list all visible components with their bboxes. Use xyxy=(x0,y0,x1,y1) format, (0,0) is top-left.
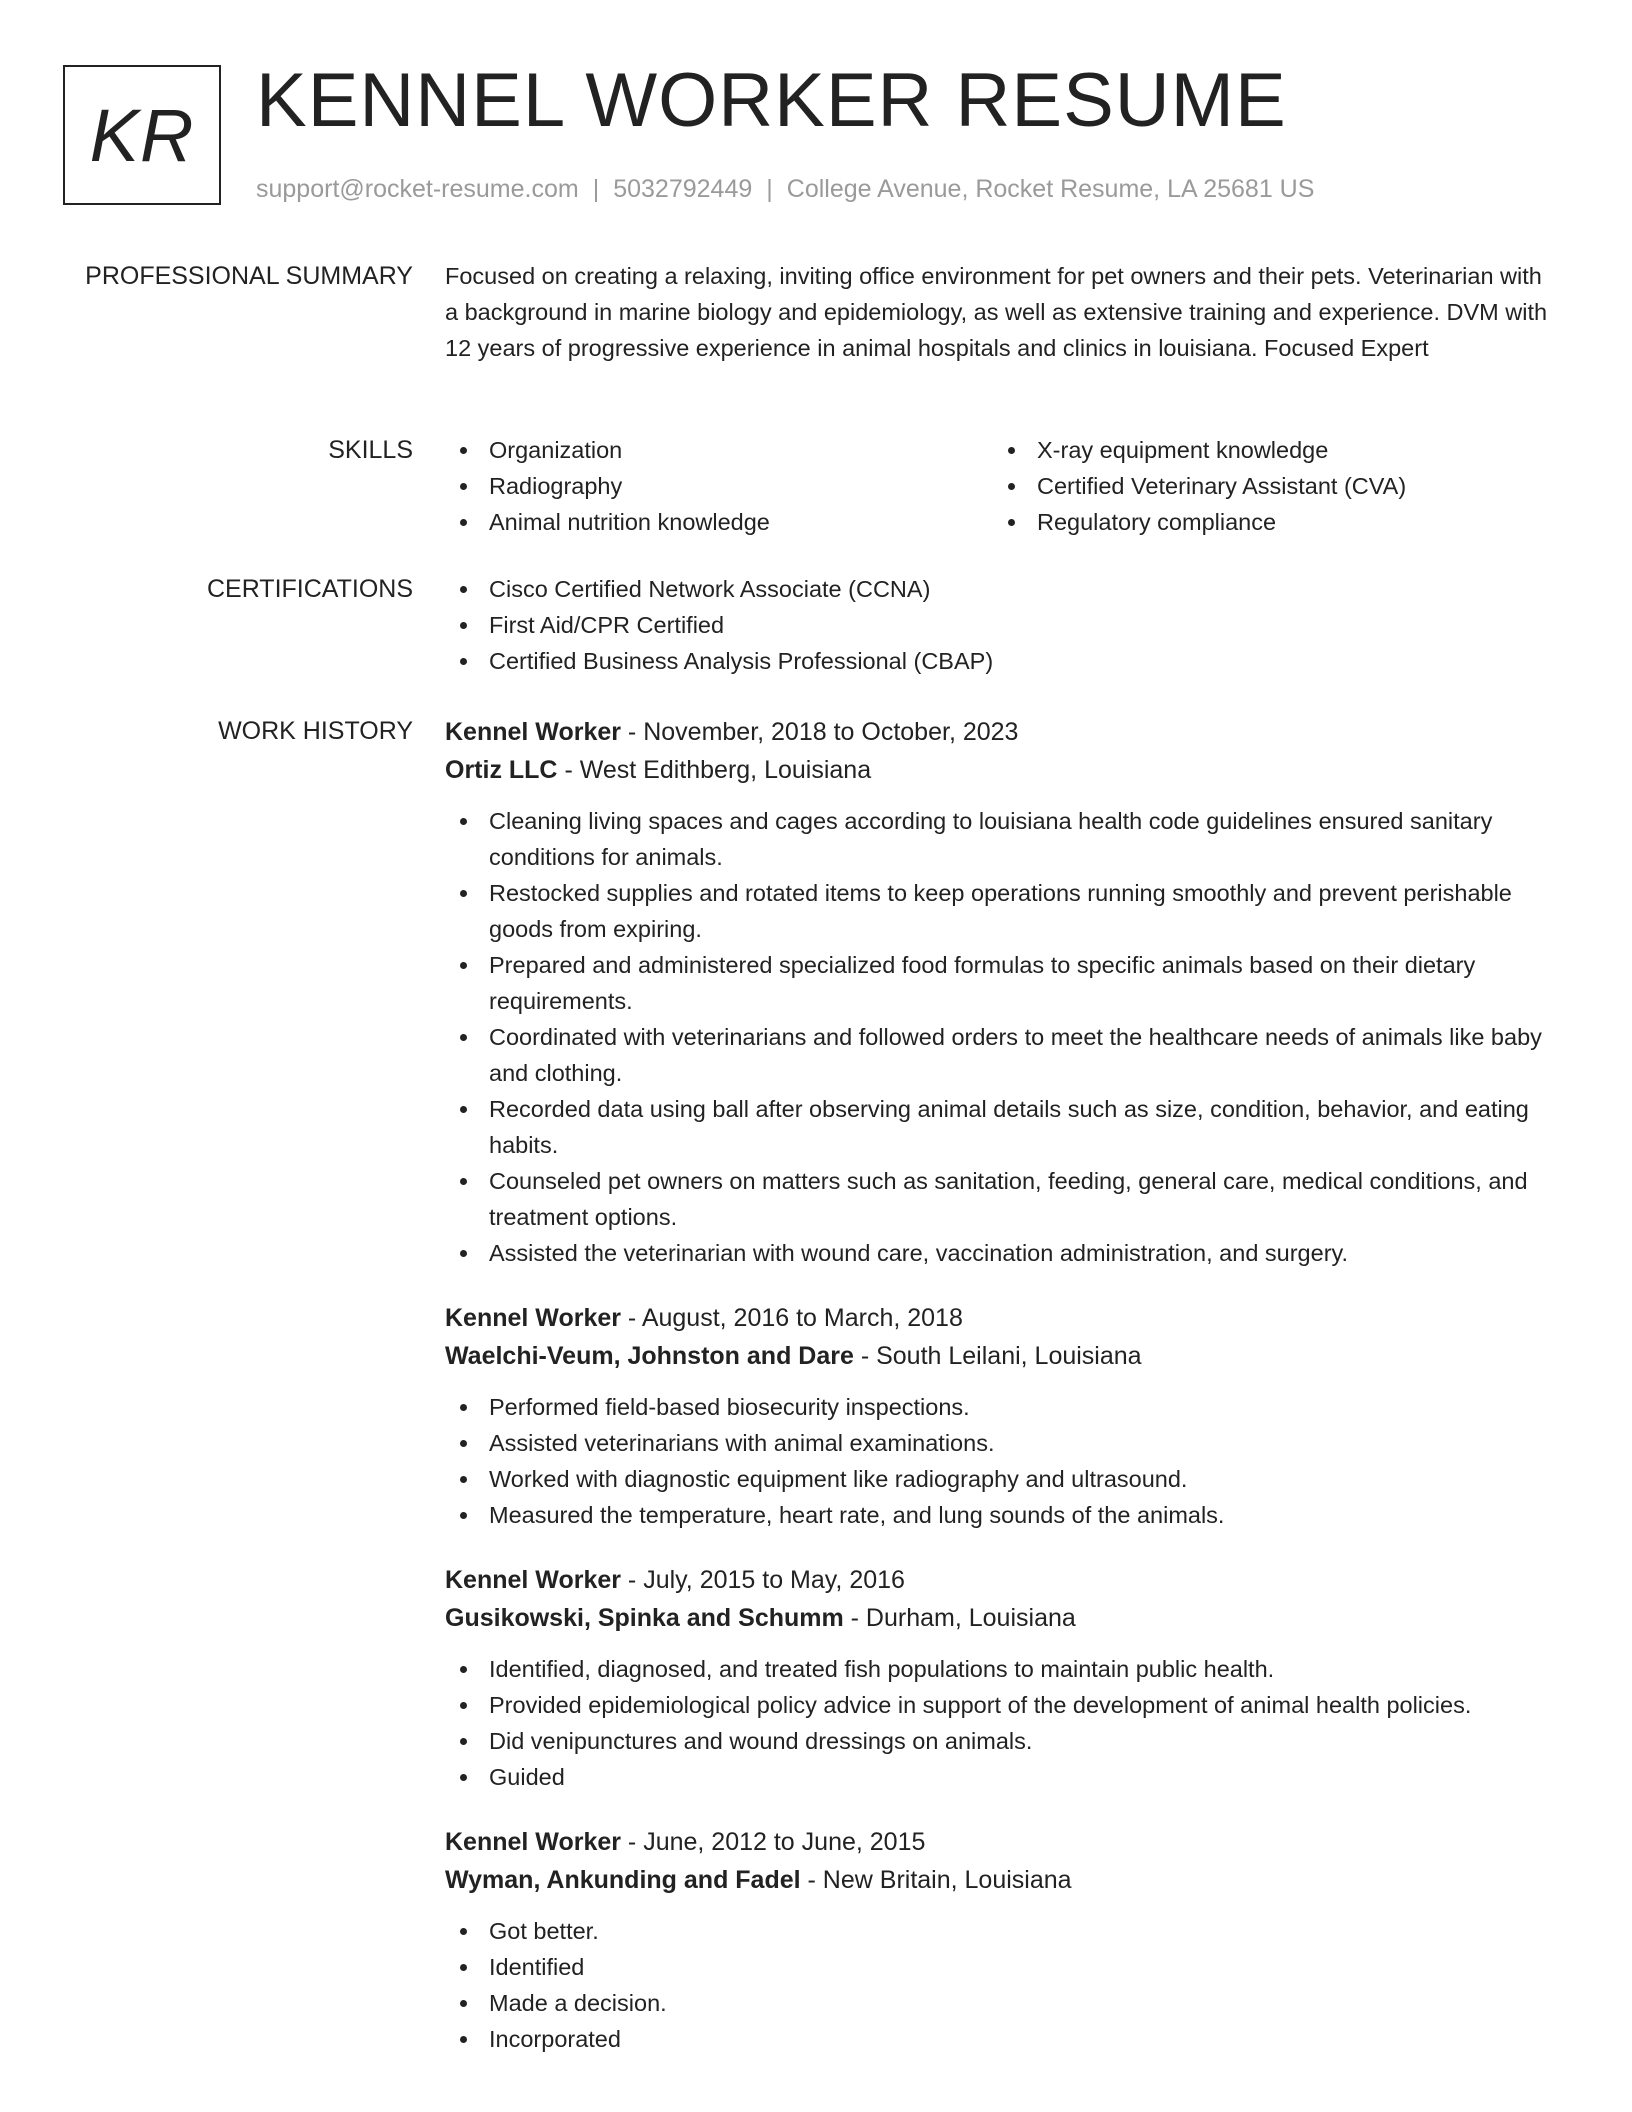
job-entry xyxy=(445,1561,1560,1795)
job-duty: Assisted the veterinarian with wound care, vaccination administration, and surgery. xyxy=(445,1235,1560,1271)
job-company-line xyxy=(445,751,1560,789)
job-duty: Assisted veterinarians with animal examinations. xyxy=(445,1425,1560,1461)
job-duty: Performed field-based biosecurity inspections. xyxy=(445,1389,1560,1425)
job-duty: Measured the temperature, heart rate, and lung sounds of the animals. xyxy=(445,1497,1560,1533)
job-duty: Recorded data using ball after observing animal details such as size, condition, behavior, and eating habits. xyxy=(445,1091,1560,1163)
contact-email: support@rocket-resume.com xyxy=(256,175,579,203)
monogram-initials: KR xyxy=(63,65,221,205)
job-title-line xyxy=(445,1823,1560,1861)
job-duty: Identified, diagnosed, and treated fish populations to maintain public health. xyxy=(445,1651,1560,1687)
certifications-list xyxy=(445,571,1560,679)
job-duty: Counseled pet owners on matters such as sanitation, feeding, general care, medical conditions, and treatment options. xyxy=(445,1163,1560,1235)
job-duty: Did venipunctures and wound dressings on animals. xyxy=(445,1723,1560,1759)
skill-item: Regulatory compliance xyxy=(993,504,1541,540)
job-location: - New Britain, Louisiana xyxy=(800,1866,1072,1894)
job-dates: - June, 2012 to June, 2015 xyxy=(620,1828,926,1856)
job-dates: - July, 2015 to May, 2016 xyxy=(620,1566,905,1594)
job-company: Ortiz LLC xyxy=(445,756,558,784)
certification-item: Cisco Certified Network Associate (CCNA) xyxy=(445,571,1560,607)
job-company-line xyxy=(445,1861,1560,1899)
job-duties-list xyxy=(445,1651,1560,1795)
certifications-heading: CERTIFICATIONS xyxy=(206,575,413,603)
job-entry xyxy=(445,1299,1560,1533)
skills-heading: SKILLS xyxy=(328,436,413,464)
skill-item: Certified Veterinary Assistant (CVA) xyxy=(993,468,1541,504)
job-company-line xyxy=(445,1599,1560,1637)
job-location: - West Edithberg, Louisiana xyxy=(557,756,872,784)
skills-list-right xyxy=(993,432,1541,540)
summary-heading: PROFESSIONAL SUMMARY xyxy=(85,262,413,290)
job-duties-list xyxy=(445,803,1560,1271)
job-dates: - November, 2018 to October, 2023 xyxy=(620,718,1019,746)
job-duty: Prepared and administered specialized food formulas to specific animals based on their dietary requirements. xyxy=(445,947,1560,1019)
job-duty: Guided xyxy=(445,1759,1560,1795)
job-duty: Cleaning living spaces and cages according to louisiana health code guidelines ensured sanitary conditions for animals. xyxy=(445,803,1560,875)
job-title-line xyxy=(445,713,1560,751)
job-duty: Provided epidemiological policy advice in support of the development of animal health policies. xyxy=(445,1687,1560,1723)
job-duties-list xyxy=(445,1389,1560,1533)
job-title: Kennel Worker xyxy=(445,1304,621,1332)
job-title-line xyxy=(445,1561,1560,1599)
job-duty: Worked with diagnostic equipment like radiography and ultrasound. xyxy=(445,1461,1560,1497)
job-entry xyxy=(445,1823,1560,2057)
job-company: Gusikowski, Spinka and Schumm xyxy=(445,1604,844,1632)
job-duties-list xyxy=(445,1913,1560,2057)
contact-phone: 5032792449 xyxy=(613,175,753,203)
job-location: - South Leilani, Louisiana xyxy=(853,1342,1142,1370)
certification-item: Certified Business Analysis Professional (CBAP) xyxy=(445,643,1560,679)
job-duty: Got better. xyxy=(445,1913,1560,1949)
skill-item: Animal nutrition knowledge xyxy=(445,504,993,540)
skill-item: X-ray equipment knowledge xyxy=(993,432,1541,468)
certification-item: First Aid/CPR Certified xyxy=(445,607,1560,643)
job-duty: Incorporated xyxy=(445,2021,1560,2057)
job-entry xyxy=(445,713,1560,1271)
contact-separator: | xyxy=(766,175,773,203)
job-company: Waelchi-Veum, Johnston and Dare xyxy=(445,1342,854,1370)
skill-item: Organization xyxy=(445,432,993,468)
contact-separator: | xyxy=(592,175,600,203)
job-duty: Identified xyxy=(445,1949,1560,1985)
job-company: Wyman, Ankunding and Fadel xyxy=(445,1866,801,1894)
page-title: KENNEL WORKER RESUME xyxy=(256,58,1287,143)
job-title: Kennel Worker xyxy=(445,1566,621,1594)
summary-text: Focused on creating a relaxing, inviting office environment for pet owners and their pets. Veterinarian with a background in marine biology and epidemiology, as well as extensive training and experience. DVM with 12 years of progressive experience in animal hospitals and clinics in louisiana. Focused Expert xyxy=(445,263,1548,361)
job-title-line xyxy=(445,1299,1560,1337)
job-company-line xyxy=(445,1337,1560,1375)
job-location: - Durham, Louisiana xyxy=(843,1604,1076,1632)
job-duty: Made a decision. xyxy=(445,1985,1560,2021)
job-duty: Coordinated with veterinarians and followed orders to meet the healthcare needs of animals like baby and clothing. xyxy=(445,1019,1560,1091)
job-title: Kennel Worker xyxy=(445,1828,621,1856)
skill-item: Radiography xyxy=(445,468,993,504)
job-dates: - August, 2016 to March, 2018 xyxy=(620,1304,963,1332)
contact-address: College Avenue, Rocket Resume, LA 25681 US xyxy=(786,175,1315,203)
job-title: Kennel Worker xyxy=(445,718,621,746)
contact-line xyxy=(256,172,1314,206)
work-history-heading: WORK HISTORY xyxy=(218,717,413,745)
skills-list-left xyxy=(445,432,993,540)
job-duty: Restocked supplies and rotated items to keep operations running smoothly and prevent perishable goods from expiring. xyxy=(445,875,1560,947)
